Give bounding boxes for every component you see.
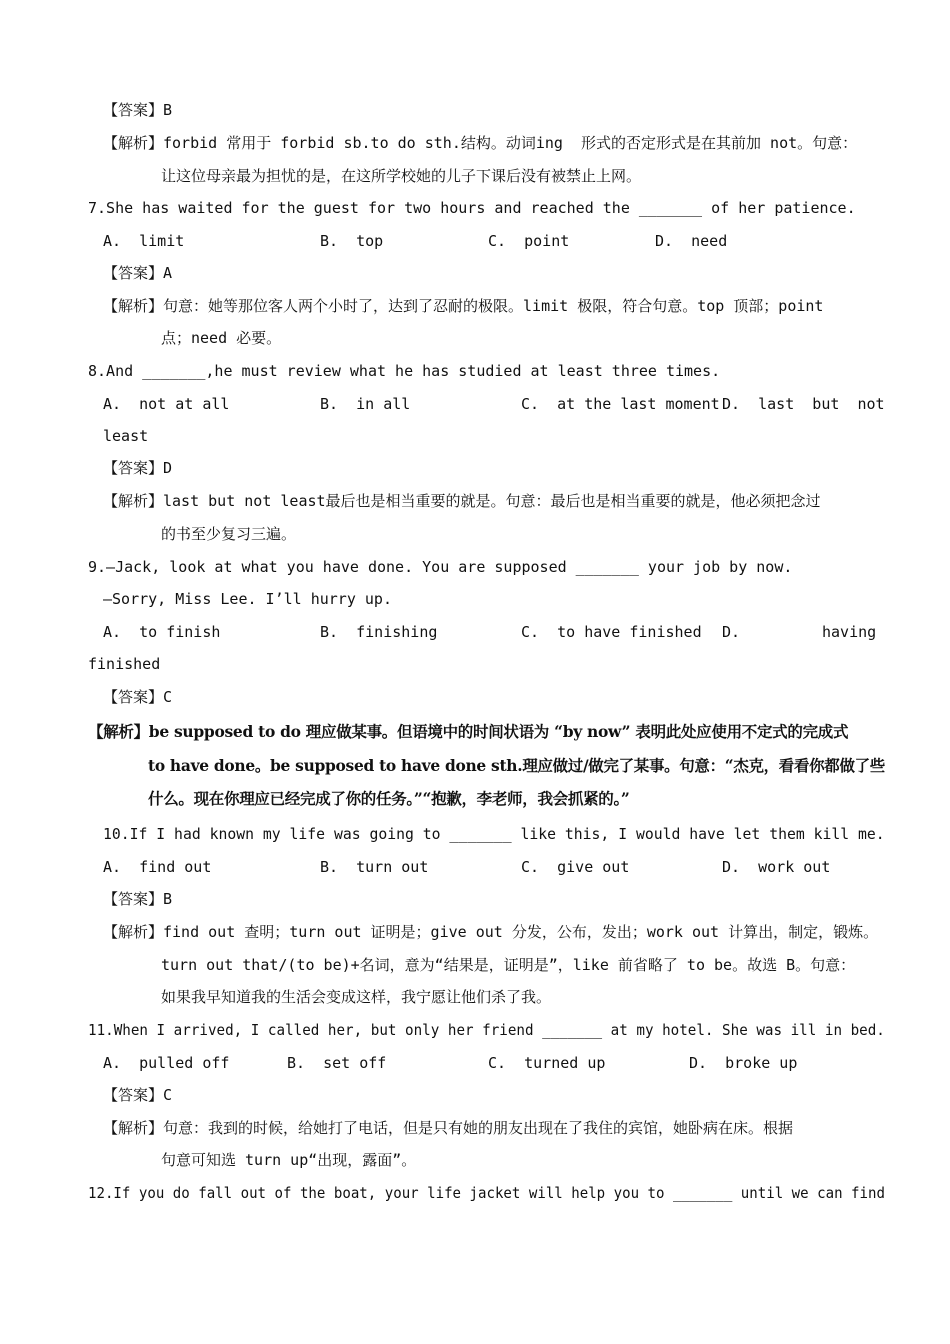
q8-answer: 【答案】D xyxy=(103,459,173,477)
q6-explanation: 【解析】forbid 常用于 forbid sb.to do sth.结构。动词ing 形式的否定形式是在其前加 not。句意： xyxy=(103,134,858,152)
q9-reply: —Sorry, Miss Lee. I’ll hurry up. xyxy=(103,590,392,608)
q9-explanation: 【解析】be supposed to do 理应做某事。但语境中的时间状语为 “by now” 表明此处应使用不定式的完成式 xyxy=(88,722,849,741)
q7-option-c: C. point xyxy=(488,232,570,250)
q6-explanation-cont: 让这位母亲最为担忧的是，在这所学校她的儿子下课后没有被禁止上网。 xyxy=(161,167,642,185)
q10-explanation-cont2: 如果我早知道我的生活会变成这样，我宁愿让他们杀了我。 xyxy=(161,988,552,1006)
q12-stem: 12.If you do fall out of the boat, your life jacket will help you to _______ until we can find xyxy=(88,1184,885,1202)
q9-option-b: B. finishing xyxy=(320,623,438,641)
q10-option-d: D. work out xyxy=(722,858,831,876)
q10-stem: 10.If I had known my life was going to _______ like this, I would have let them kill me. xyxy=(103,825,885,843)
q9-option-d-cont: finished xyxy=(88,655,161,673)
q11-stem: 11.When I arrived, I called her, but only her friend _______ at my hotel. She was ill in bed. xyxy=(88,1021,885,1039)
q10-option-c: C. give out xyxy=(521,858,630,876)
q7-explanation-cont: 点；need 必要。 xyxy=(161,329,282,347)
q11-option-a: A. pulled off xyxy=(103,1054,230,1072)
q9-explanation-cont2: 什么。现在你理应已经完成了你的任务。”“抱歉，李老师，我会抓紧的。” xyxy=(148,789,630,808)
q11-option-c: C. turned up xyxy=(488,1054,606,1072)
q10-option-a: A. find out xyxy=(103,858,212,876)
q7-option-a: A. limit xyxy=(103,232,185,250)
q10-answer: 【答案】B xyxy=(103,890,173,908)
q8-option-c: C. at the last moment xyxy=(521,395,720,413)
q7-stem: 7.She has waited for the guest for two hours and reached the _______ of her patience. xyxy=(88,199,856,217)
q9-option-c: C. to have finished xyxy=(521,623,702,641)
q9-answer: 【答案】C xyxy=(103,688,173,706)
q8-explanation-cont: 的书至少复习三遍。 xyxy=(161,525,297,543)
q7-answer: 【答案】A xyxy=(103,264,173,282)
q9-stem: 9.—Jack, look at what you have done. You are supposed _______ your job by now. xyxy=(88,558,793,576)
q9-option-d: having xyxy=(822,623,877,641)
q11-answer: 【答案】C xyxy=(103,1086,173,1104)
q10-option-b: B. turn out xyxy=(320,858,429,876)
q8-option-d: D. last but not xyxy=(722,395,885,413)
q11-option-d: D. broke up xyxy=(689,1054,798,1072)
q8-option-d-cont: least xyxy=(103,427,149,445)
q6-answer: 【答案】B xyxy=(103,101,173,119)
q9-option-d-letter: D. xyxy=(722,623,741,641)
q11-option-b: B. set off xyxy=(287,1054,387,1072)
q7-explanation: 【解析】句意：她等那位客人两个小时了，达到了忍耐的极限。limit 极限，符合句意。top 顶部；point xyxy=(103,297,824,315)
q8-stem: 8.And _______,he must review what he has studied at least three times. xyxy=(88,362,721,380)
q8-option-b: B. in all xyxy=(320,395,411,413)
q10-explanation: 【解析】find out 查明；turn out 证明是；give out 分发，公布，发出；work out 计算出，制定，锻炼。 xyxy=(103,923,879,941)
q10-explanation-cont1: turn out that/(to be)+名词，意为“结果是，证明是”，like 前省略了 to be。故选 B。句意： xyxy=(161,956,856,974)
q9-explanation-cont1: to have done。be supposed to have done sth.理应做过/做完了某事。句意：“杰克，看看你都做了些 xyxy=(148,756,885,775)
q11-explanation-cont: 句意可知选 turn up“出现，露面”。 xyxy=(161,1151,417,1169)
q8-explanation: 【解析】last but not least最后也是相当重要的就是。句意：最后也是相当重要的就是，他必须把念过 xyxy=(103,492,821,510)
q8-option-a: A. not at all xyxy=(103,395,230,413)
q11-explanation: 【解析】句意：我到的时候，给她打了电话，但是只有她的朋友出现在了我住的宾馆，她卧病在床。根据 xyxy=(103,1119,794,1137)
q9-option-a: A. to finish xyxy=(103,623,221,641)
q7-option-d: D. need xyxy=(655,232,728,250)
q7-option-b: B. top xyxy=(320,232,384,250)
